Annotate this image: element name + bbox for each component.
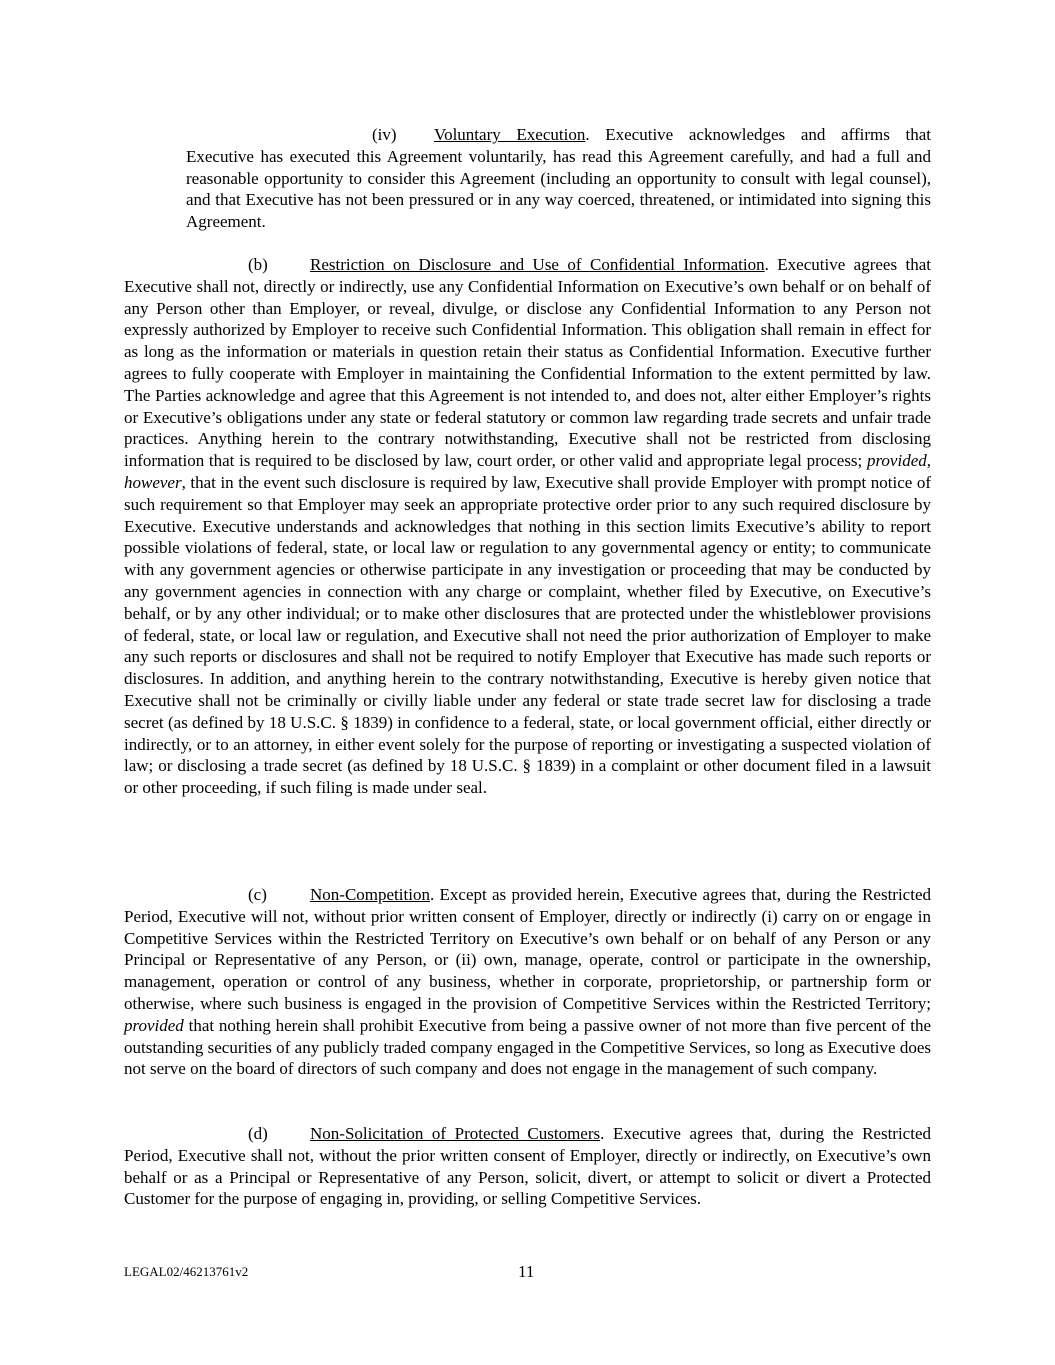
section-d-paragraph	[124, 1123, 931, 1210]
italic-proviso: provided	[124, 1015, 184, 1035]
section-number: (iv)	[372, 125, 397, 144]
section-heading: Restriction on Disclosure and Use of Confidential Information	[310, 255, 765, 274]
section-b-paragraph	[124, 254, 931, 799]
page-number: 11	[518, 1262, 535, 1281]
section-body: . Executive acknowledges and affirms that Executive has executed this Agreement voluntarily, has read this Agreement carefully, and had a full and reasonable opportunity to consider this Agreement (including an opportunity to consult with legal counsel), and that Executive has not been pressured or in any way coerced, threatened, or intimidated into signing this Agreement.	[186, 125, 931, 232]
section-body: . Except as provided herein, Executive agrees that, during the Restricted Period, Executive will not, without prior written consent of Employer, directly or indirectly (i) carry on or engage in Competitive Services within the Restricted Territory on Executive’s own behalf or on behalf of any Person or any Principal or Representative of any Person, or (ii) own, manage, operate, control or participate in the ownership, management, operation or control of any business, whether in corporate, proprietorship, or partnership form or otherwise, where such business is engaged in the provision of Competitive Services within the Restricted Territory;	[124, 885, 931, 1013]
section-c-paragraph	[124, 884, 931, 1080]
section-body-continued: that nothing herein shall prohibit Executive from being a passive owner of not more than five percent of the outstanding securities of any publicly traded company engaged in the Competitive Services, so long as Executive does not serve on the board of directors of such company and does not engage in the management of such company.	[124, 1015, 931, 1079]
section-heading: Non-Competition	[310, 885, 430, 904]
document-id: LEGAL02/46213761v2	[124, 1264, 249, 1279]
section-number: (c)	[248, 885, 267, 904]
section-number: (b)	[248, 255, 268, 274]
section-iv-paragraph	[186, 124, 931, 233]
section-number: (d)	[248, 1124, 268, 1143]
italic-proviso: provided, however	[124, 451, 931, 492]
section-heading: Non-Solicitation of Protected Customers	[310, 1124, 601, 1143]
section-body: . Executive agrees that Executive shall not, directly or indirectly, use any Confidential Information on Executive’s own behalf or on behalf of any Person other than Employer, or reveal, divulge, or disclose any Confidential Information to any Person not expressly authorized by Employer to receive such Confidential Information. This obligation shall remain in effect for as long as the information or materials in question retain their status as Confidential Information. Executive further agrees to fully cooperate with Employer in maintaining the Confidential Information to the extent permitted by law. The Parties acknowledge and agree that this Agreement is not intended to, and does not, alter either Employer’s rights or Executive’s obligations under any state or federal statutory or common law regarding trade secrets and unfair trade practices. Anything herein to the contrary notwithstanding, Executive shall not be restricted from disclosing information that is required to be disclosed by law, court order, or other valid and appropriate legal process;	[124, 255, 932, 471]
section-body: . Executive agrees that, during the Restricted Period, Executive shall not, without the prior written consent of Employer, directly or indirectly, on Executive’s own behalf or as a Principal or Representative of any Person, solicit, divert, or attempt to solicit or divert a Protected Customer for the purpose of engaging in, providing, or selling Competitive Services.	[124, 1124, 931, 1209]
section-body-continued: , that in the event such disclosure is required by law, Executive shall provide Employer with prompt notice of such requirement so that Employer may seek an appropriate protective order prior to any such required disclosure by Executive. Executive understands and acknowledges that nothing in this section limits Executive’s ability to report possible violations of federal, state, or local law or regulation to any governmental agency or entity; to communicate with any government agencies or otherwise participate in any investigation or proceeding that may be conducted by any government agencies in connection with any charge or complaint, whether filed by Executive, on Executive’s behalf, or by any other individual; or to make other disclosures that are protected under the whistleblower provisions of federal, state, or local law or regulation, and Executive shall not need the prior authorization of Employer to make any such reports or disclosures and shall not be required to notify Employer that Executive has made such reports or disclosures. In addition, and anything herein to the contrary notwithstanding, Executive is hereby given notice that Executive shall not be criminally or civilly liable under any federal or state trade secret law for disclosing a trade secret (as defined by 18 U.S.C. § 1839) in confidence to a federal, state, or local government official, either directly or indirectly, or to an attorney, in either event solely for the purpose of reporting or investigating a suspected violation of law; or disclosing a trade secret (as defined by 18 U.S.C. § 1839) in a complaint or other document filed in a lawsuit or other proceeding, if such filing is made under seal.	[124, 472, 931, 798]
section-heading: Voluntary Execution	[434, 125, 586, 144]
